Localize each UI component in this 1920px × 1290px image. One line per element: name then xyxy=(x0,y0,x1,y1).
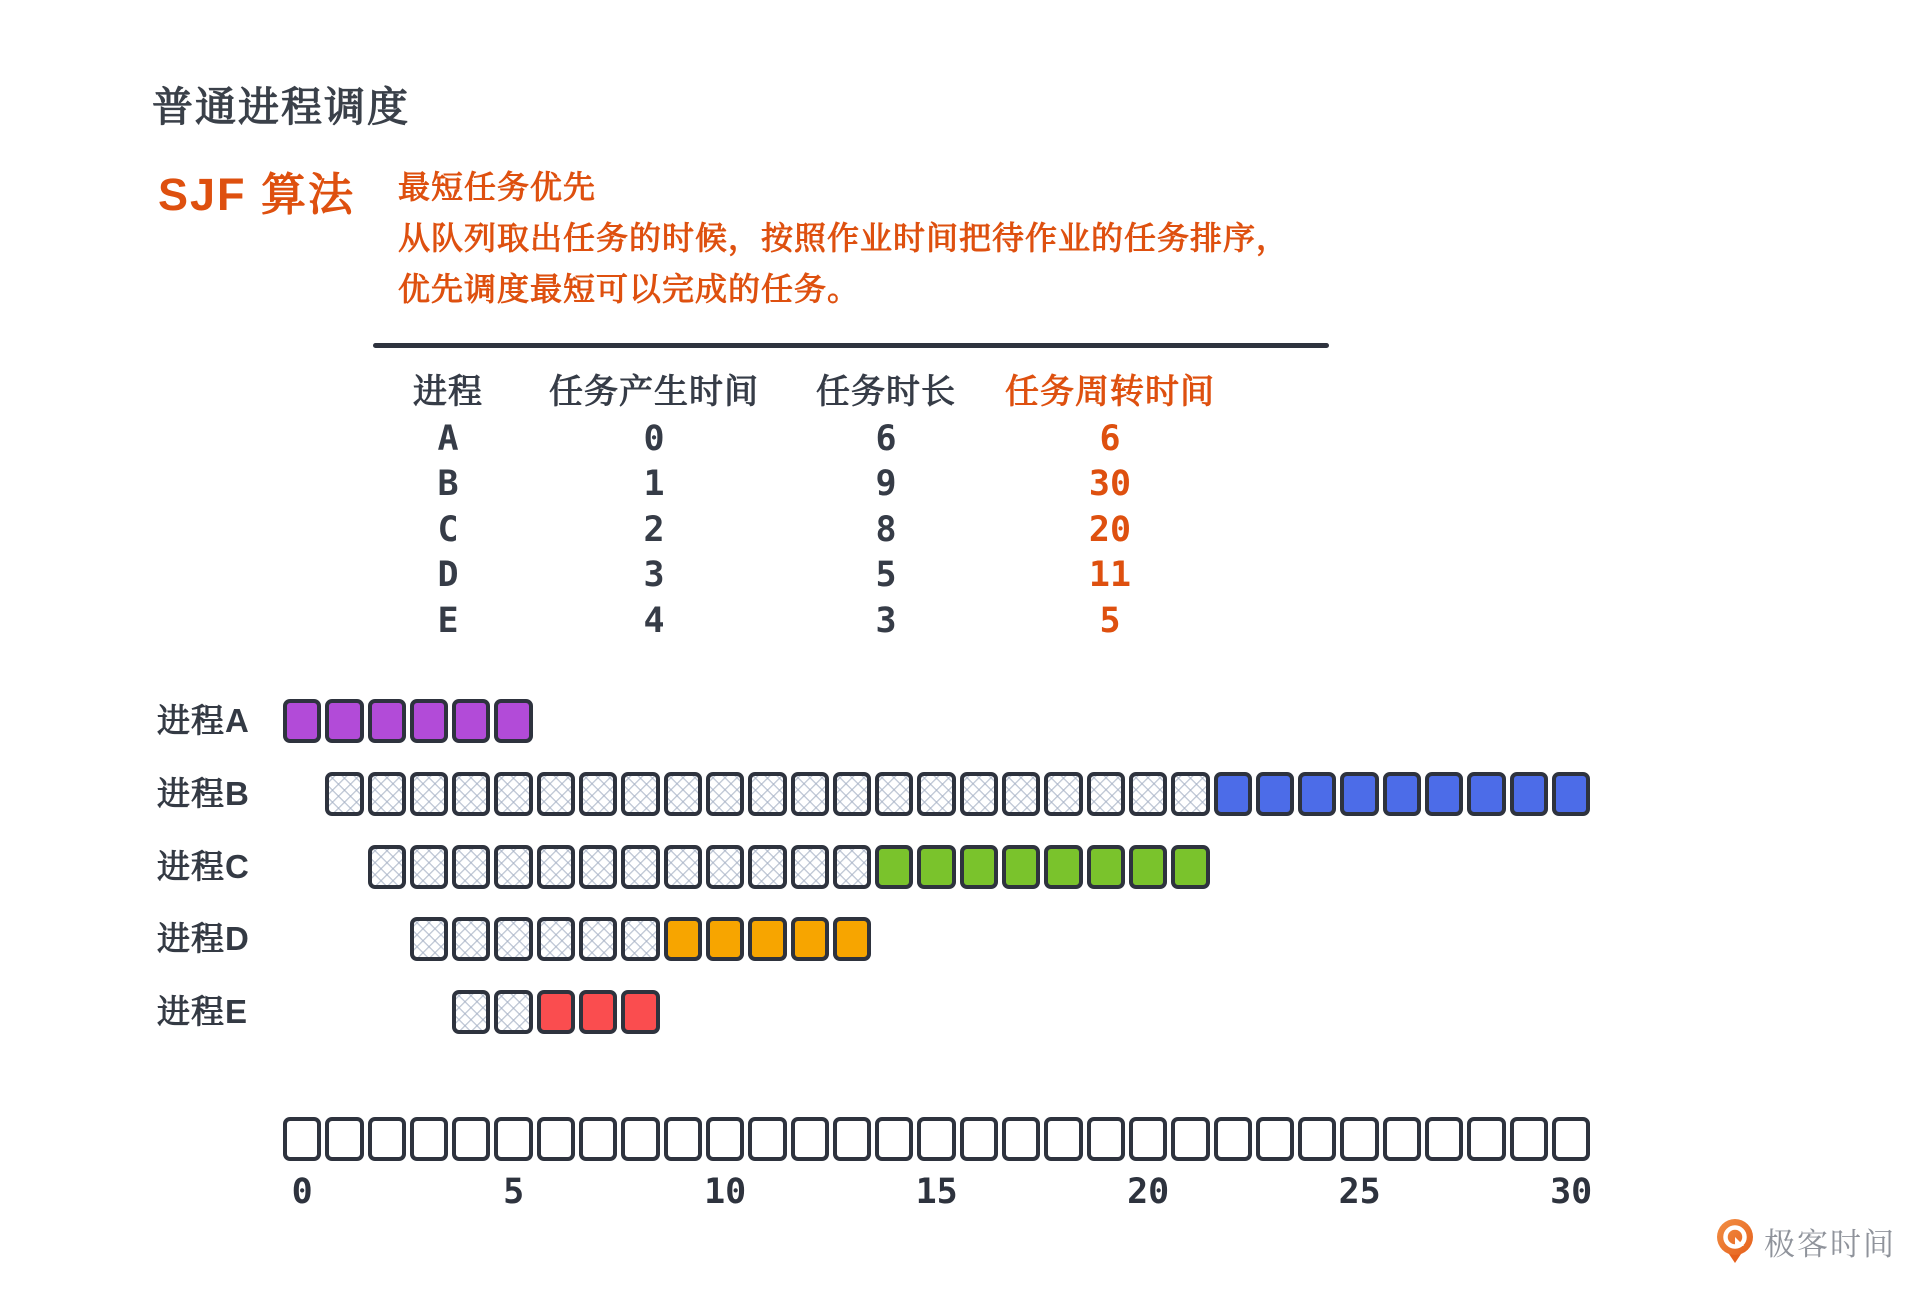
table-header-cell: 任务周转时间 xyxy=(1005,373,1215,411)
wait-box xyxy=(833,845,871,889)
run-box xyxy=(1171,845,1209,889)
run-box xyxy=(283,699,321,743)
wait-box xyxy=(452,917,490,961)
algorithm-description-line3: 优先调度最短可以完成的任务。 xyxy=(398,271,861,307)
wait-box xyxy=(494,845,532,889)
timeline-box xyxy=(791,1117,829,1161)
wait-box xyxy=(410,845,448,889)
process-row-label: 进程D xyxy=(157,920,250,958)
process-row-label: 进程B xyxy=(157,774,250,812)
tick-label: 15 xyxy=(915,1172,958,1212)
wait-box xyxy=(621,845,659,889)
table-row xyxy=(373,553,1331,599)
cell-duration: 3 xyxy=(875,600,897,641)
geektime-logo xyxy=(1714,1218,1896,1264)
wait-box xyxy=(621,772,659,816)
run-box xyxy=(1087,845,1125,889)
run-box xyxy=(917,845,955,889)
run-box xyxy=(1383,772,1421,816)
run-box xyxy=(791,917,829,961)
run-box xyxy=(579,990,617,1034)
run-box xyxy=(1002,845,1040,889)
wait-box xyxy=(748,845,786,889)
wait-box xyxy=(706,772,744,816)
cell-arrival: 1 xyxy=(643,464,665,505)
cell-duration: 9 xyxy=(875,464,897,505)
tick-label: 0 xyxy=(291,1172,313,1212)
run-box xyxy=(875,845,913,889)
algorithm-name: SJF 算法 xyxy=(158,169,356,220)
wait-box xyxy=(494,917,532,961)
run-box xyxy=(537,990,575,1034)
timeline-box xyxy=(579,1117,617,1161)
run-box xyxy=(1552,772,1590,816)
wait-box xyxy=(706,845,744,889)
cell-arrival: 3 xyxy=(643,555,665,596)
wait-box xyxy=(1171,772,1209,816)
wait-box xyxy=(494,990,532,1034)
cell-arrival: 4 xyxy=(643,600,665,641)
algorithm-description xyxy=(398,162,1289,315)
timeline-box xyxy=(283,1117,321,1161)
wait-box xyxy=(579,845,617,889)
cell-process: E xyxy=(437,600,459,641)
cell-duration: 6 xyxy=(875,418,897,459)
table-top-rule xyxy=(373,343,1329,348)
wait-box xyxy=(579,772,617,816)
timeline-box xyxy=(368,1117,406,1161)
run-box xyxy=(1425,772,1463,816)
cell-duration: 5 xyxy=(875,555,897,596)
run-box xyxy=(452,699,490,743)
timeline-box xyxy=(748,1117,786,1161)
cell-turnaround: 20 xyxy=(1088,509,1132,550)
run-box xyxy=(1298,772,1336,816)
wait-box xyxy=(579,917,617,961)
tick-label: 5 xyxy=(503,1172,525,1212)
wait-box xyxy=(1044,772,1082,816)
timeline-box xyxy=(875,1117,913,1161)
run-box xyxy=(748,917,786,961)
wait-box xyxy=(410,917,448,961)
timeline-box xyxy=(917,1117,955,1161)
timeline-box xyxy=(1044,1117,1082,1161)
run-box xyxy=(325,699,363,743)
run-box xyxy=(1510,772,1548,816)
table-header-row xyxy=(373,364,1331,411)
timeline-box xyxy=(1383,1117,1421,1161)
timeline-box xyxy=(1129,1117,1167,1161)
wait-box xyxy=(664,772,702,816)
tick-label: 10 xyxy=(704,1172,747,1212)
tick-label: 25 xyxy=(1338,1172,1381,1212)
cell-process: B xyxy=(437,464,459,505)
geektime-logo-text: 极客时间 xyxy=(1764,1226,1896,1262)
wait-box xyxy=(917,772,955,816)
wait-box xyxy=(452,990,490,1034)
timeline-box xyxy=(1467,1117,1505,1161)
run-box xyxy=(833,917,871,961)
wait-box xyxy=(791,845,829,889)
table-header-cell: 任务产生时间 xyxy=(549,373,759,411)
timeline-box xyxy=(1256,1117,1294,1161)
algorithm-description-line2: 从队列取出任务的时候，按照作业时间把待作业的任务排序， xyxy=(398,220,1290,256)
wait-box xyxy=(748,772,786,816)
cell-arrival: 0 xyxy=(643,418,665,459)
process-row-label: 进程C xyxy=(157,847,250,885)
cell-process: C xyxy=(437,509,459,550)
cell-turnaround: 30 xyxy=(1088,464,1132,505)
timeline-box xyxy=(1002,1117,1040,1161)
cell-turnaround: 6 xyxy=(1099,418,1121,459)
wait-box xyxy=(368,845,406,889)
timeline-box xyxy=(537,1117,575,1161)
cell-turnaround: 5 xyxy=(1099,600,1121,641)
table-body xyxy=(373,416,1331,644)
timeline-box xyxy=(1087,1117,1125,1161)
wait-box xyxy=(875,772,913,816)
geektime-logo-icon xyxy=(1714,1218,1756,1264)
process-table xyxy=(373,343,1331,644)
run-box xyxy=(368,699,406,743)
table-row xyxy=(373,598,1331,644)
timeline-box xyxy=(410,1117,448,1161)
run-box xyxy=(410,699,448,743)
timeline-box xyxy=(325,1117,363,1161)
timeline-box xyxy=(1214,1117,1252,1161)
wait-box xyxy=(1002,772,1040,816)
timeline-box xyxy=(833,1117,871,1161)
tick-label: 20 xyxy=(1127,1172,1170,1212)
wait-box xyxy=(368,772,406,816)
timeline-box xyxy=(664,1117,702,1161)
page-title: 普通进程调度 xyxy=(152,84,410,130)
cell-turnaround: 11 xyxy=(1088,555,1132,596)
gantt-row xyxy=(283,699,533,743)
wait-box xyxy=(833,772,871,816)
wait-box xyxy=(494,772,532,816)
wait-box xyxy=(537,772,575,816)
wait-box xyxy=(1129,772,1167,816)
table-row xyxy=(373,462,1331,508)
run-box xyxy=(960,845,998,889)
gantt-row xyxy=(325,772,1590,816)
wait-box xyxy=(452,845,490,889)
wait-box xyxy=(960,772,998,816)
wait-box xyxy=(664,845,702,889)
run-box xyxy=(1340,772,1378,816)
wait-box xyxy=(452,772,490,816)
timeline-box xyxy=(1510,1117,1548,1161)
algorithm-description-line1: 最短任务优先 xyxy=(398,169,597,205)
cell-duration: 8 xyxy=(875,509,897,550)
wait-box xyxy=(791,772,829,816)
timeline-row xyxy=(283,1117,1590,1161)
cell-process: A xyxy=(437,418,459,459)
timeline-box xyxy=(1425,1117,1463,1161)
run-box xyxy=(664,917,702,961)
run-box xyxy=(1044,845,1082,889)
wait-box xyxy=(1087,772,1125,816)
gantt-row xyxy=(452,990,659,1034)
run-box xyxy=(1256,772,1294,816)
run-box xyxy=(494,699,532,743)
table-row xyxy=(373,416,1331,462)
run-box xyxy=(621,990,659,1034)
gantt-row xyxy=(368,845,1210,889)
run-box xyxy=(1467,772,1505,816)
tick-label: 30 xyxy=(1550,1172,1593,1212)
wait-box xyxy=(621,917,659,961)
process-row-label: 进程A xyxy=(157,702,250,739)
wait-box xyxy=(410,772,448,816)
cell-process: D xyxy=(437,555,459,596)
run-box xyxy=(1129,845,1167,889)
timeline-box xyxy=(621,1117,659,1161)
gantt-row xyxy=(410,917,871,961)
wait-box xyxy=(537,917,575,961)
timeline-box xyxy=(494,1117,532,1161)
table-header-cell: 任务时长 xyxy=(816,373,956,411)
table-row xyxy=(373,507,1331,553)
run-box xyxy=(706,917,744,961)
timeline-box xyxy=(960,1117,998,1161)
table-header-cell: 进程 xyxy=(413,373,483,411)
timeline-box xyxy=(452,1117,490,1161)
timeline-box xyxy=(1340,1117,1378,1161)
wait-box xyxy=(537,845,575,889)
cell-arrival: 2 xyxy=(643,509,665,550)
timeline-box xyxy=(1171,1117,1209,1161)
process-row-label: 进程E xyxy=(157,993,249,1031)
timeline-box xyxy=(1298,1117,1336,1161)
run-box xyxy=(1214,772,1252,816)
wait-box xyxy=(325,772,363,816)
timeline-box xyxy=(1552,1117,1590,1161)
timeline-box xyxy=(706,1117,744,1161)
